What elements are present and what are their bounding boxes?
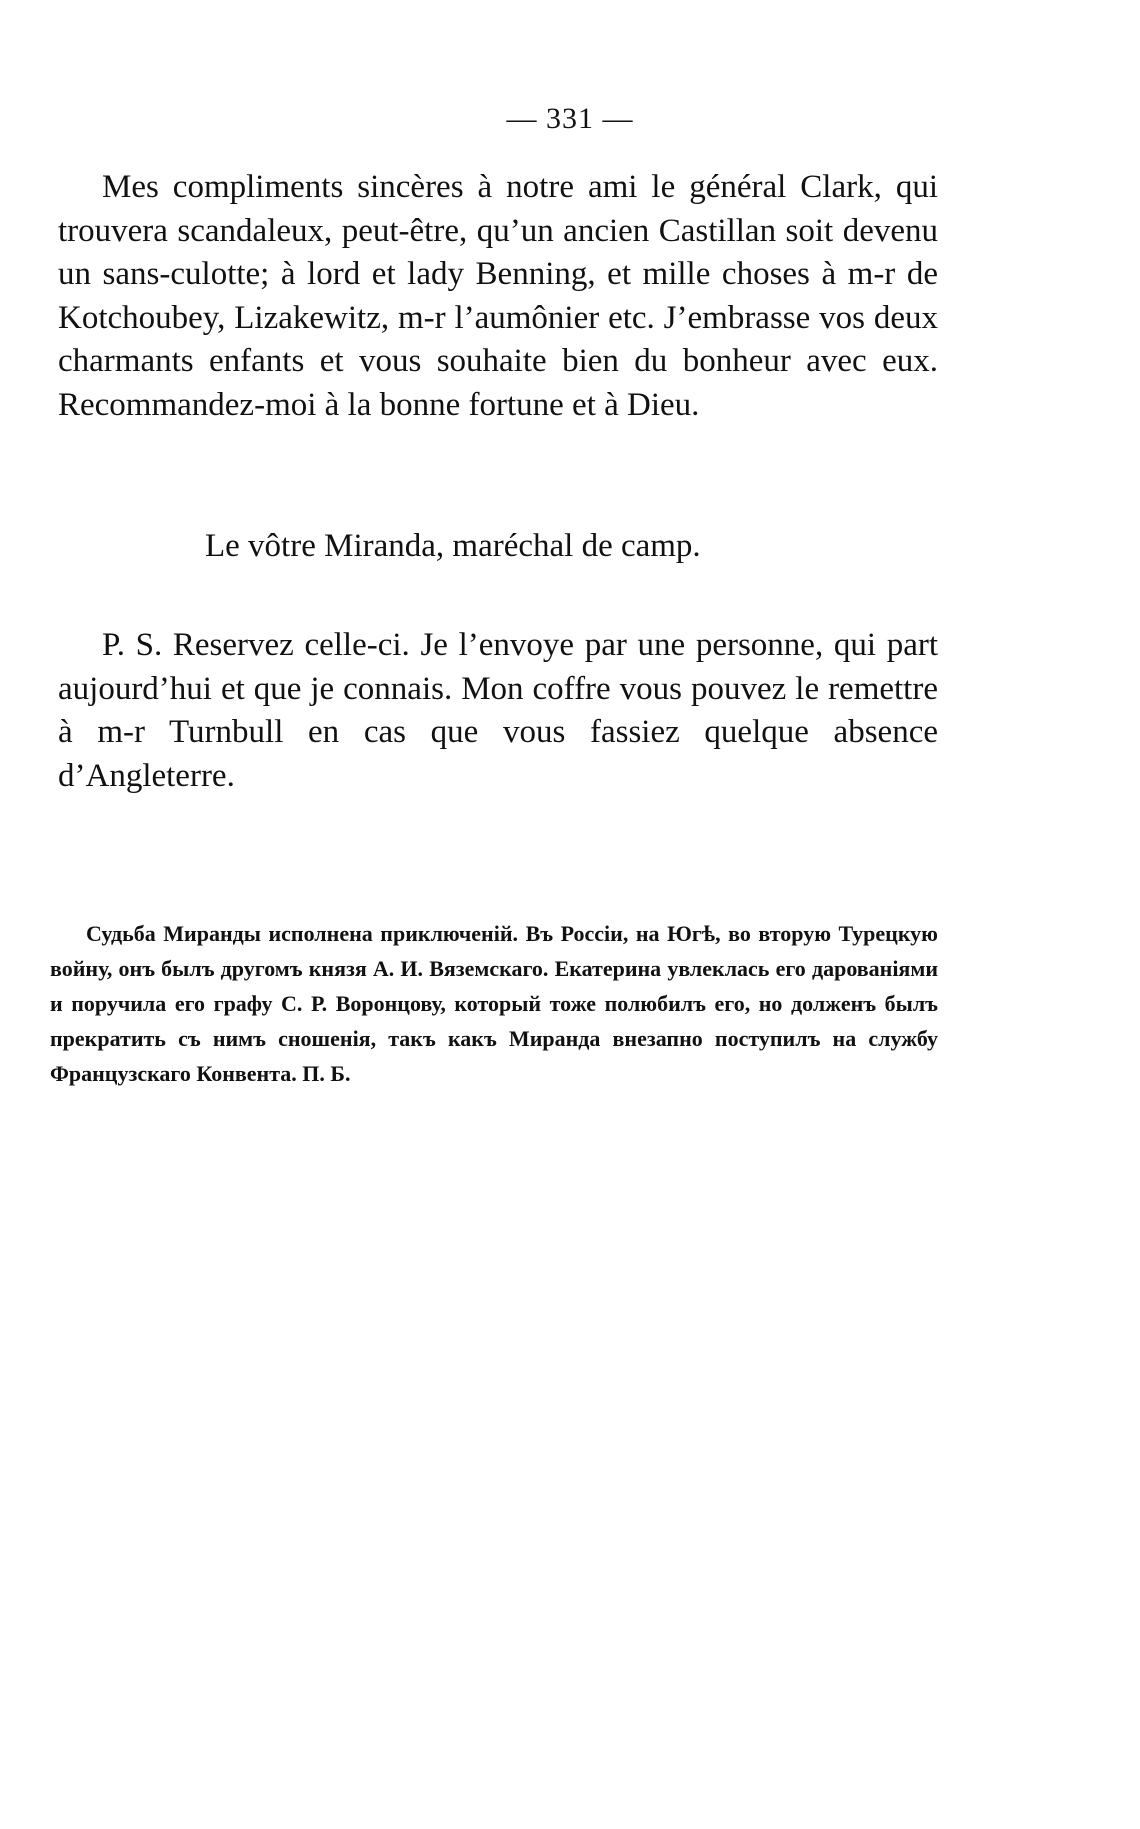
letter-postscript: P. S. Reservez celle-ci. Je l’envoye par une personne, qui part aujourd’hui et que je connais. Mon coffre vous pouvez le remettre à m-r Turnbull en cas que vous fassiez quelque absence d’Angleterre.	[58, 627, 938, 794]
letter-paragraph: Mes compliments sincères à notre ami le général Clark, qui trouvera scandaleux, peut-être, qu’un ancien Castillan soit devenu un sans-culotte; à lord et lady Benning, et mille choses à m-r de Kotchoubey, Lizakewitz, m-r l’aumônier etc. J’embrasse vos deux charmants enfants et vous souhaite bien du bonheur avec eux. Recommandez-moi à la bonne fortune et à Dieu.	[58, 169, 938, 423]
letter-signature: Le vôtre Miranda, maréchal de camp.	[205, 528, 701, 564]
footnote: Судьба Миранды исполнена приключеній. Въ Россіи, на Югѣ, во вторую Турецкую войну, онъ былъ другомъ князя А. И. Вяземскаго. Екатерина увлеклась его дарованіями и поручила его графу С. Р. Воронцову, который тоже полюбилъ его, но долженъ былъ прекратить съ нимъ сношенія, такъ какъ Миранда внезапно поступилъ на службу Французскаго Конвента. П. Б.	[50, 921, 938, 1086]
page-number: — 331 —	[506, 102, 634, 135]
